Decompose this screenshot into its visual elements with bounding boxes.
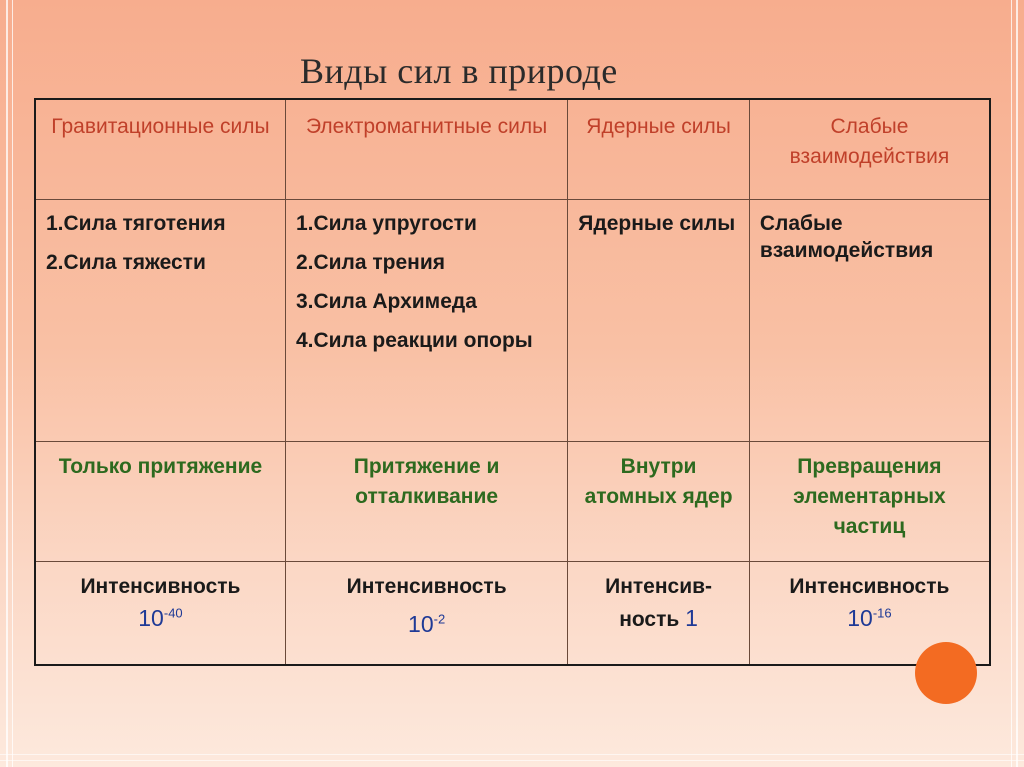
list-item: 2.Сила тяжести (46, 250, 206, 274)
intensity-gravitational (35, 561, 285, 665)
intensity-label: Интенсивность (789, 574, 950, 598)
header-gravitational: Гравитационные силы (35, 99, 285, 199)
desc-electromagnetic: Притяжение и отталкивание (285, 441, 567, 561)
list-item: 4.Сила реакции опоры (295, 329, 533, 353)
intensity-value: $10^{-40}$ (138, 604, 183, 631)
frame-line-right-outer (1016, 0, 1018, 767)
list-item: Ядерные силы (578, 211, 736, 235)
table-row-intensity (35, 561, 990, 665)
intensity-nuclear (568, 561, 750, 665)
cell-nuclear-list (568, 199, 750, 441)
list-item: 2.Сила трения (295, 250, 446, 274)
table-row-descriptions (35, 441, 990, 561)
intensity-label-cont: ность 1 (619, 604, 698, 631)
header-nuclear: Ядерные силы (568, 99, 750, 199)
decorative-orange-circle (915, 642, 977, 704)
header-weak: Слабые взаимодействия (749, 99, 990, 199)
intensity-value: 1 (685, 604, 698, 631)
forces-table (34, 98, 991, 666)
list-item: 3.Сила Архимеда (295, 290, 477, 314)
cell-gravitational-list (35, 199, 285, 441)
intensity-label: Интенсивность (346, 574, 507, 598)
intensity-value: $10^{-2}$ (408, 610, 446, 637)
desc-nuclear: Внутри атомных ядер (568, 441, 750, 561)
desc-gravitational: Только притяжение (35, 441, 285, 561)
intensity-label: Интенсивность (80, 574, 241, 598)
list-item: Слабые взаимодействия (759, 211, 934, 262)
cell-weak-list (749, 199, 990, 441)
table-row-headers (35, 99, 990, 199)
slide-title: Виды сил в природе (300, 51, 618, 91)
table-row-lists (35, 199, 990, 441)
frame-line-left-inner (12, 0, 13, 767)
frame-line-left-outer (6, 0, 8, 767)
intensity-electromagnetic (285, 561, 567, 665)
header-electromagnetic: Электромагнитные силы (285, 99, 567, 199)
list-item: 1.Сила тяготения (46, 211, 226, 235)
list-item: 1.Сила упругости (295, 211, 477, 235)
frame-line-bottom-outer (0, 760, 1024, 761)
frame-line-right-inner (1011, 0, 1012, 767)
cell-electromagnetic-list (285, 199, 567, 441)
frame-line-bottom-inner (0, 754, 1024, 755)
desc-weak: Превращения элементарных частиц (749, 441, 990, 561)
intensity-label: Интенсив- (605, 574, 713, 598)
intensity-value: $10^{-16}$ (847, 604, 892, 631)
